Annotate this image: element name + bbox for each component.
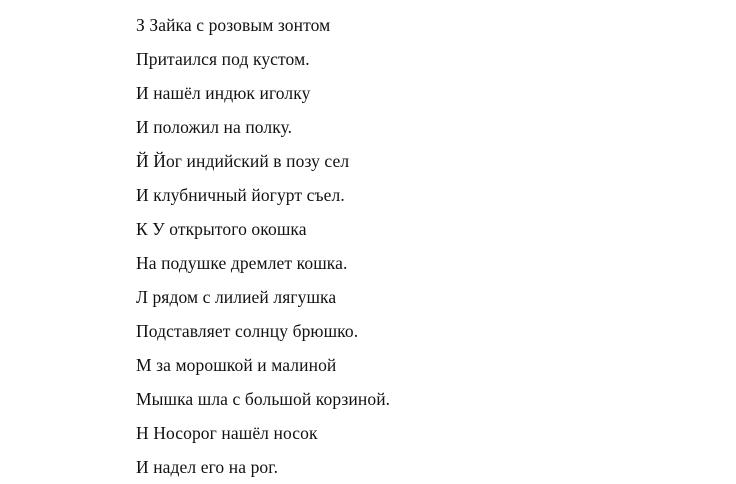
poem-line-7: К У открытого окошка bbox=[136, 219, 307, 239]
poem-text bbox=[136, 8, 390, 484]
poem-line-3: И нашёл индюк иголку bbox=[136, 83, 311, 103]
poem-line-13: Н Носорог нашёл носок bbox=[136, 423, 318, 443]
poem-line-6: И клубничный йогурт съел. bbox=[136, 185, 345, 205]
poem-line-4: И положил на полку. bbox=[136, 117, 293, 137]
poem-line-10: Подставляет солнцу брюшко. bbox=[136, 321, 359, 341]
poem-line-12: Мышка шла с большой корзиной. bbox=[136, 389, 391, 409]
poem-line-11: М за морошкой и малиной bbox=[136, 355, 337, 375]
poem-line-9: Л рядом с лилией лягушка bbox=[136, 287, 337, 307]
poem-line-2: Притаился под кустом. bbox=[136, 49, 310, 69]
poem-line-8: На подушке дремлет кошка. bbox=[136, 253, 348, 273]
poem-line-5: Й Йог индийский в позу сел bbox=[136, 151, 350, 171]
poem-line-1: З Зайка с розовым зонтом bbox=[136, 15, 331, 35]
poem-line-14: И надел его на рог. bbox=[136, 457, 279, 477]
